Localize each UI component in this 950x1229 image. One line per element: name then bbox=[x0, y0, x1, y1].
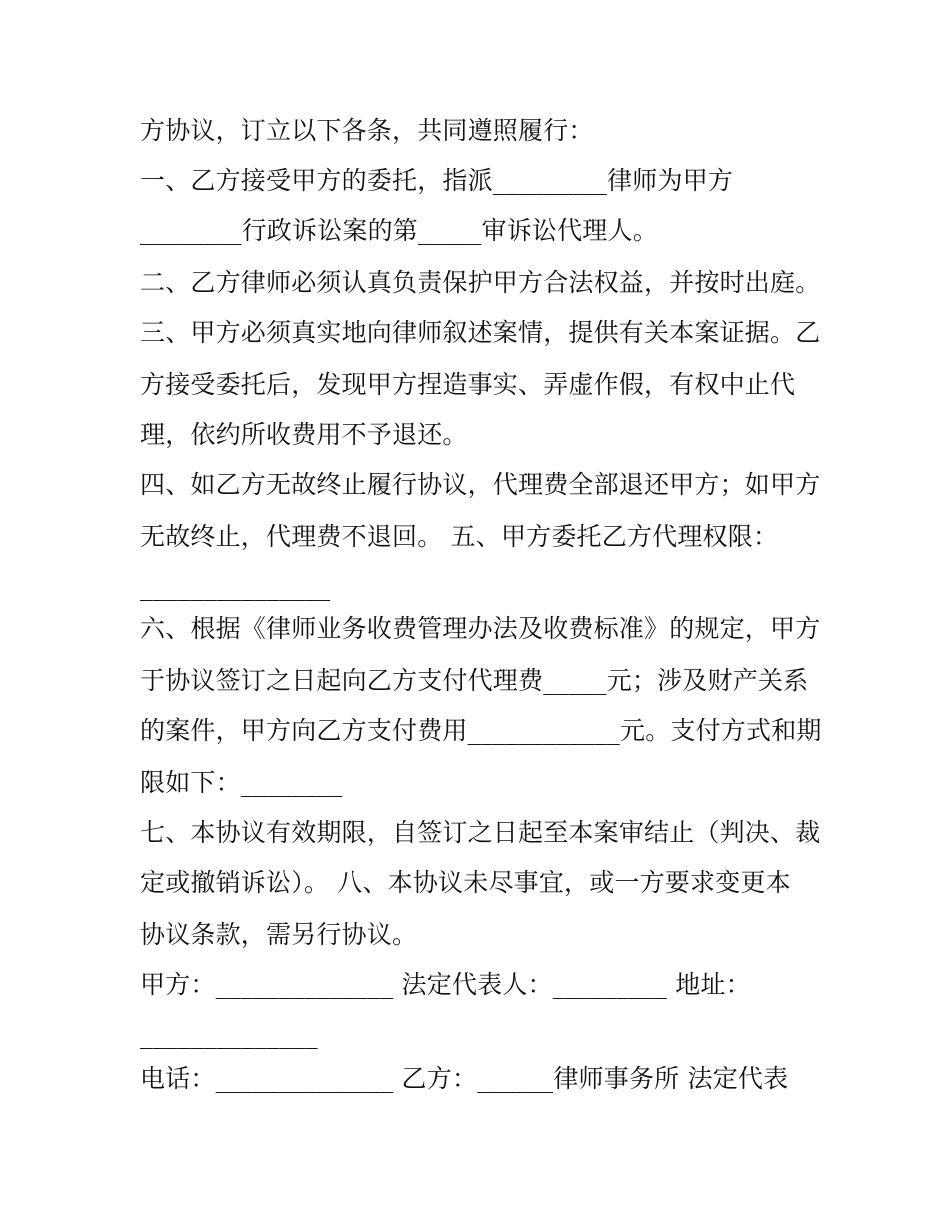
clause-6-line-4: 限如下：________ bbox=[140, 768, 343, 797]
clause-5-blank: _______________ bbox=[140, 572, 331, 601]
party-a-signature-line: 甲方：______________ 法定代表人：_________ 地址： bbox=[140, 970, 751, 999]
clause-preamble: 方协议，订立以下各条，共同遵照履行： bbox=[140, 116, 594, 145]
clause-3-line-2: 方接受委托后，发现甲方捏造事实、弄虚作假，有权中止代 bbox=[140, 370, 796, 399]
clause-6-line-3: 的案件，甲方向乙方支付费用____________元。支付方式和期 bbox=[140, 716, 822, 745]
clause-3-line-3: 理，依约所收费用不予退还。 bbox=[140, 420, 468, 449]
clause-6-line-2: 于协议签订之日起向乙方支付代理费_____元；涉及财产关系 bbox=[140, 666, 809, 695]
clause-7-line-1: 七、本协议有效期限，自签订之日起至本案审结止（判决、裁 bbox=[140, 818, 821, 847]
clause-3-line-1: 三、甲方必须真实地向律师叙述案情，提供有关本案证据。乙 bbox=[140, 318, 821, 347]
clause-1-line-2: ________行政诉讼案的第_____审诉讼代理人。 bbox=[140, 216, 658, 245]
party-a-address-blank: ______________ bbox=[140, 1020, 318, 1049]
clause-2: 二、乙方律师必须认真负责保护甲方合法权益，并按时出庭。 bbox=[140, 268, 821, 297]
clause-8-line-2: 协议条款，需另行协议。 bbox=[140, 920, 418, 949]
clause-4-line-1: 四、如乙方无故终止履行协议，代理费全部退还甲方；如甲方 bbox=[140, 470, 821, 499]
clause-7-8-line: 定或撤销诉讼）。 八、本协议未尽事宜，或一方要求变更本 bbox=[140, 868, 791, 897]
clause-1-line-1: 一、乙方接受甲方的委托，指派_________律师为甲方 bbox=[140, 166, 734, 195]
clause-4-5-line: 无故终止，代理费不退回。 五、甲方委托乙方代理权限： bbox=[140, 522, 779, 551]
phone-party-b-line: 电话：______________ 乙方：______律师事务所 法定代表 bbox=[140, 1064, 789, 1093]
clause-6-line-1: 六、根据《律师业务收费管理办法及收费标准》的规定，甲方 bbox=[140, 614, 821, 643]
